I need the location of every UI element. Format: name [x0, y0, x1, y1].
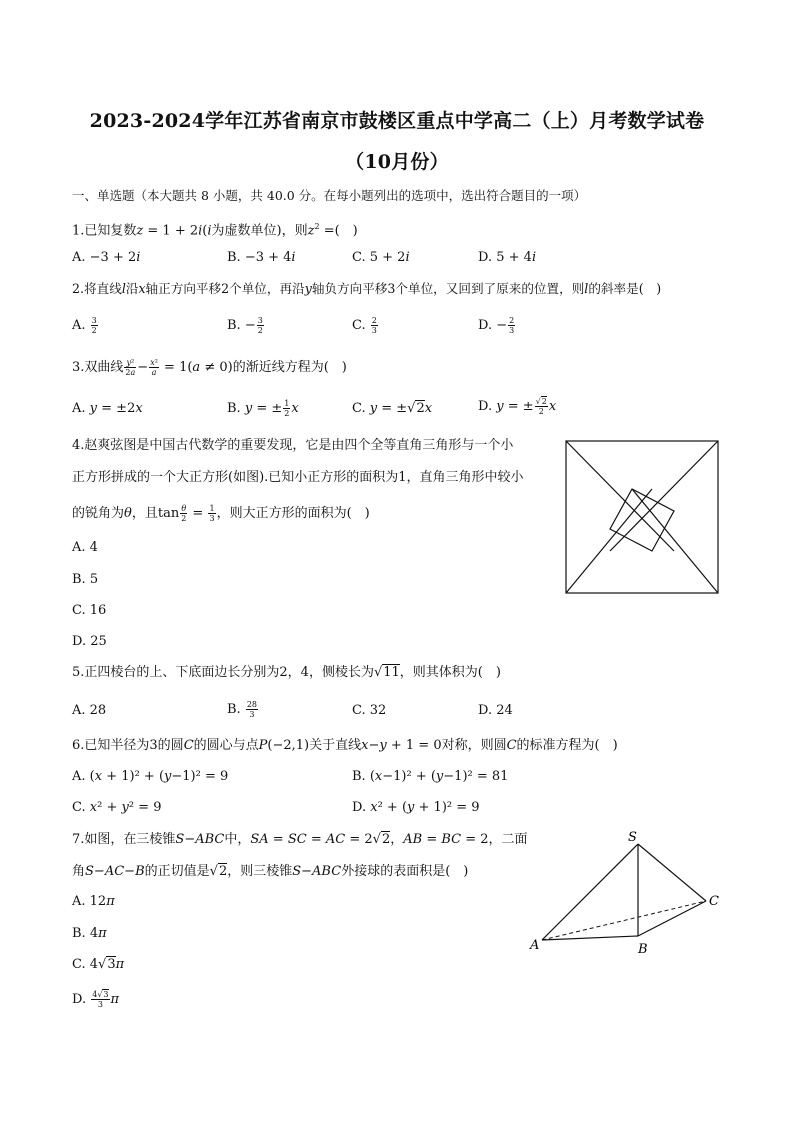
- question-3-option-a: A. y = ±2x: [72, 401, 143, 416]
- question-5-option-d: D. 24: [478, 703, 513, 718]
- edge-sc: [638, 844, 706, 901]
- question-4-stem-line-1: 4.赵爽弦图是中国古代数学的重要发现，它是由四个全等直角三角形与一个小: [72, 438, 514, 453]
- zhao-shuang-diagram: [562, 437, 722, 597]
- question-7-stem-line-2: 角S−AC−B的正切值是√2，则三棱锥S−ABC外接球的表面积是( ): [72, 864, 469, 879]
- question-1-option-a: A. −3 + 2i: [72, 250, 141, 265]
- question-7-stem-line-1: 7.如图，在三棱锥S−ABC中，SA = SC = AC = 2√2，AB = BC = 2，二面: [72, 832, 528, 847]
- triangle-edge-4: [566, 489, 652, 593]
- question-6-option-a: A. (x + 1)² + (y−1)² = 9: [72, 769, 229, 784]
- edge-ac-hidden: [542, 901, 706, 940]
- question-1-option-d: D. 5 + 4i: [478, 250, 537, 265]
- question-3-stem: 3.双曲线 $\frac{\text{y²}}{2a}$ − $\frac{\text{x²}}{a}$ = 1(a ≠ 0)的渐近线方程为( ): [72, 358, 347, 377]
- section-header: 一、单选题（本大题共 8 小题，共 40.0 分。在每小题列出的选项中，选出符合题目的一项）: [72, 188, 587, 203]
- question-2-option-d: D. − $\frac{2}{3}$: [478, 316, 515, 335]
- question-7-option-a: A. 12π: [72, 894, 115, 909]
- question-4-option-b: B. 5: [72, 572, 99, 587]
- question-6-option-c: C. x² + y² = 9: [72, 800, 162, 815]
- question-2-option-b: B. − $\frac{3}{2}$: [227, 316, 263, 335]
- question-1-stem: 1.已知复数z = 1 + 2i(i为虚数单位)，则$z^2$ =( ): [72, 222, 358, 239]
- question-2-option-a: A. $\frac{3}{2}$: [72, 316, 97, 335]
- question-5-option-a: A. 28: [72, 703, 107, 718]
- question-5-stem: 5.正四棱台的上、下底面边长分别为2，4，侧棱长为√11，则其体积为( ): [72, 665, 501, 680]
- question-2-stem: 2.将直线l沿x轴正方向平移2个单位，再沿y轴负方向平移3个单位，又回到了原来的位置，则l的斜率是( ): [72, 281, 662, 296]
- question-6-option-b: B. (x−1)² + (y−1)² = 81: [352, 769, 509, 784]
- triangle-edge-2: [610, 441, 718, 551]
- question-1-option-c: C. 5 + 2i: [352, 250, 410, 265]
- question-4-option-d: D. 25: [72, 634, 107, 649]
- label-b: B: [638, 942, 648, 957]
- question-7-option-b: B. 4π: [72, 926, 107, 941]
- question-1-option-b: B. −3 + 4i: [227, 250, 296, 265]
- exam-title: 2023-2024学年江苏省南京市鼓楼区重点中学高二（上）月考数学试卷: [89, 110, 705, 132]
- question-3-option-b: B. y = ± $\frac{1}{2}$ x: [227, 399, 299, 418]
- question-7-option-c: C. 4√3π: [72, 957, 125, 972]
- question-5-option-b: B. $\frac{28}{3}$: [227, 700, 258, 719]
- question-6-stem: 6.已知半径为3的圆C的圆心与点P(−2,1)关于直线x−y + 1 = 0对称，则圆C的标准方程为( ): [72, 738, 618, 753]
- label-a: A: [530, 938, 540, 953]
- exam-title-month: （10月份）: [345, 151, 449, 173]
- question-6-option-d: D. x² + (y + 1)² = 9: [352, 800, 480, 815]
- question-4-stem-line-2: 正方形拼成的一个大正方形(如图).已知小正方形的面积为1，直角三角形中较小: [72, 470, 524, 485]
- question-3-option-d: D. y = ± $\frac{√2}{2}$ x: [478, 397, 557, 416]
- edge-bc: [638, 901, 706, 936]
- question-4-option-a: A. 4: [72, 540, 98, 555]
- label-s: S: [628, 830, 637, 845]
- label-c: C: [709, 894, 719, 909]
- question-3-option-c: C. y = ±√2x: [352, 401, 433, 416]
- tetrahedron-diagram: [522, 828, 732, 958]
- edge-sa: [542, 844, 638, 940]
- question-2-option-c: C. $\frac{2}{3}$: [352, 316, 377, 335]
- question-5-option-c: C. 32: [352, 703, 387, 718]
- question-4-option-c: C. 16: [72, 603, 107, 618]
- triangle-edge-3: [632, 489, 718, 593]
- question-4-stem-line-3: 的锐角为θ，且tan $\frac{\theta}{2}$ = $\frac{1}{3}$ ，则大正方形的面积为( ): [72, 504, 370, 523]
- question-7-option-d: D. $\frac{4√3}{3}$ π: [72, 990, 120, 1009]
